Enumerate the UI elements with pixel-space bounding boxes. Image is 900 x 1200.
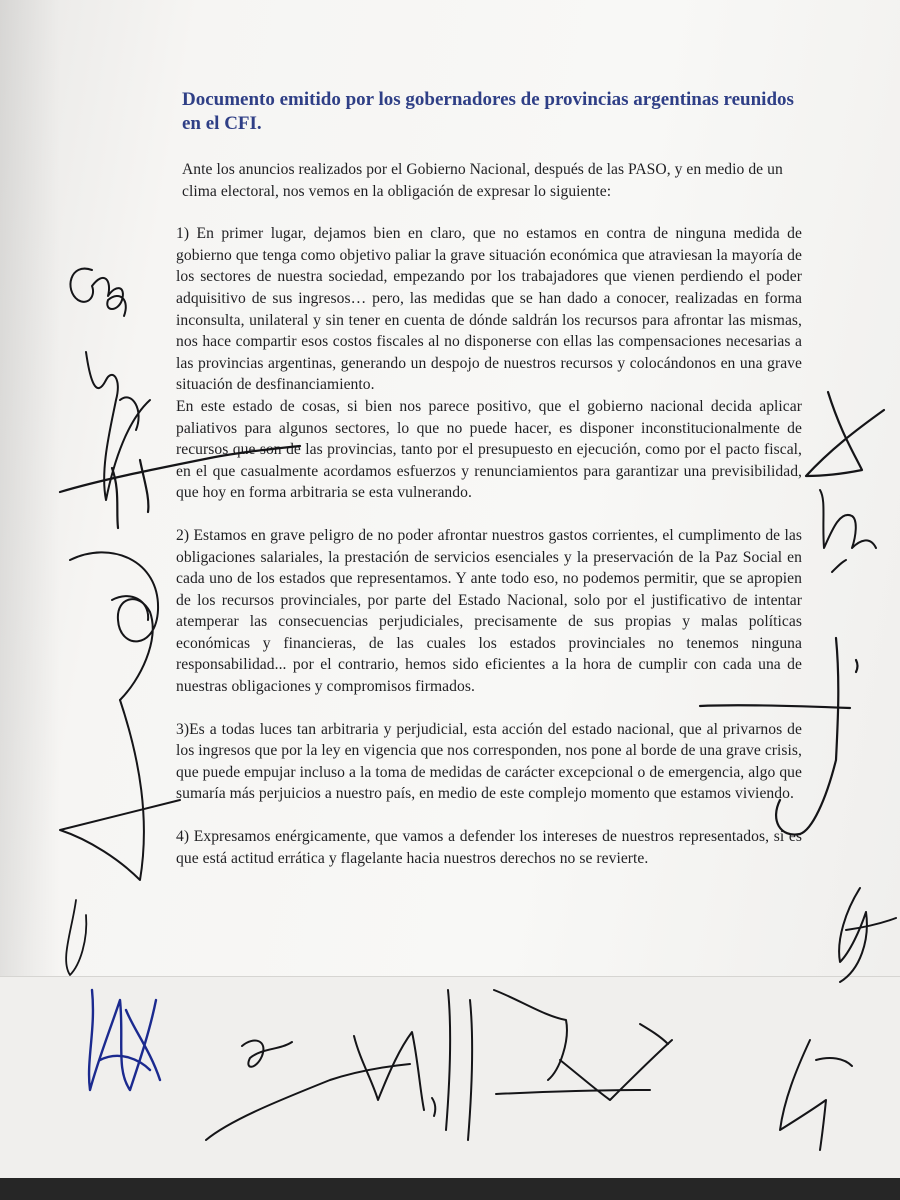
document-title: Documento emitido por los gobernadores de provincias argentinas reunidos en el CFI. [182, 89, 794, 134]
paragraph-2: 2) Estamos en grave peligro de no poder afrontar nuestros gastos corrientes, el cumplimento de las obligaciones salariales, la prestación de servicios esenciales y la preservación de la Paz Social en cada uno de los estados que representamos. Y ante todo eso, no podemos permitir, que se apropien de los recursos provinciales, por parte del Estado Nacional, solo por el justificativo de intentar atemperar las consecuencias perjudiciales, precisamente de sus propias y malas políticas económicas y financieras, de las cuales los estados provinciales no tenemos ninguna responsabilidad... por el contrario, hemos sido eficientes a la hora de cumplir con cada una de nuestras obligaciones y compromisos firmados. [176, 526, 802, 696]
document-body [176, 88, 802, 869]
paragraph-3: 3)Es a todas luces tan arbitraria y perjudicial, esta acción del estado nacional, que al privarnos de los ingresos que por la ley en vigencia que nos corresponden, nos pone al borde de una grave crisis, que puede empujar incluso a la toma de medidas de carácter excepcional o de emergencia, algo que sumaría más perjuicios a nuestro país, en medio de este complejo momento que estamos viviendo. [176, 720, 802, 803]
paragraph-1: 1) En primer lugar, dejamos bien en claro, que no estamos en contra de ninguna medida de gobierno que tenga como objetivo paliar la grave situación económica que atraviesan la mayoría de los sectores de nuestra sociedad, empezando por los trabajadores que vienen perdiendo el poder adquisitivo de sus ingresos… pero, las medidas que se han dado a conocer, realizadas en forma inconsulta, unilateral y sin tener en cuenta de dónde saldrán los recursos para afrontar las mismas, nos hace compartir esos costos fiscales al no disponerse con ellas las compensaciones necesarias a las provincias argentinas, generando un despojo de nuestros recursos y colocándonos en una grave situación de desfinanciamiento. [176, 225, 802, 394]
paragraph-4: 4) Expresamos enérgicamente, que vamos a defender los intereses de nuestros representados, si es que está actitud errática y flagelante hacia nuestros derechos no se revierte. [176, 828, 802, 867]
second-sheet-edge [0, 976, 900, 1178]
intro-paragraph: Ante los anuncios realizados por el Gobierno Nacional, después de las PASO, y en medio de un clima electoral, nos vemos en la obligación de expresar lo siguiente: [182, 161, 783, 200]
paragraph-1-continued: En este estado de cosas, si bien nos parece positivo, que el gobierno nacional decida aplicar paliativos para algunos sectores, lo que no puede hacer, es disponer inconstitucionalmente de recursos que son de las provincias, tanto por el presupuesto en ejecución, como por el pacto fiscal, en el que casualmente acordamos esfuerzos y renunciamientos para garantizar una previsibilidad, que hoy en forma arbitraria se esta vulnerando. [176, 397, 802, 502]
